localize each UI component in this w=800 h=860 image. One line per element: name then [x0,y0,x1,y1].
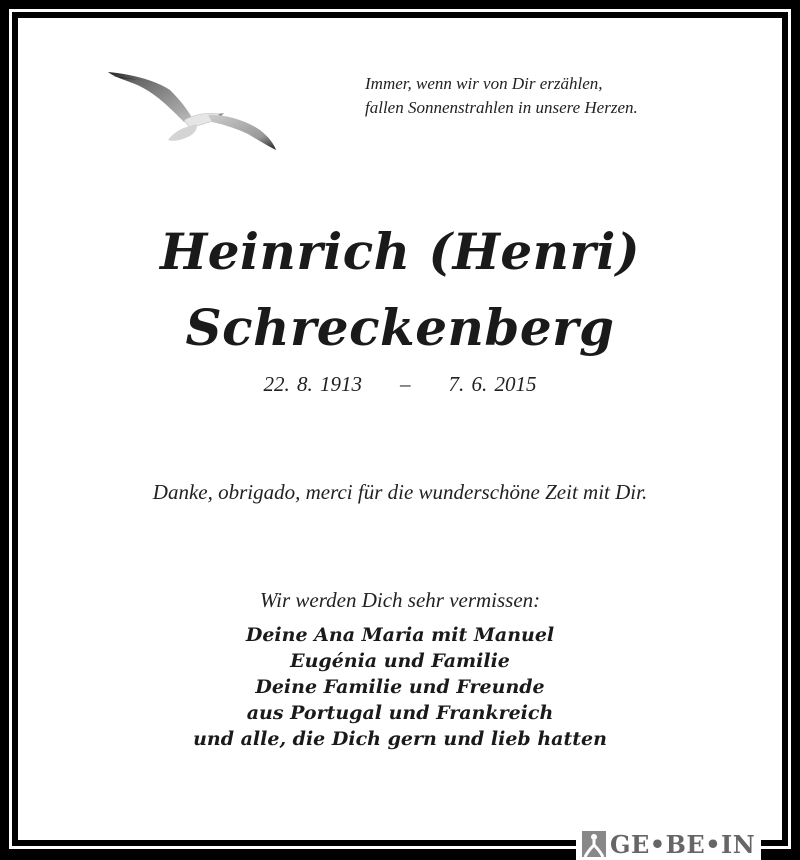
mourner-line: Eugénia und Familie [290,650,510,672]
birth-date: 22. 8. 1913 [263,372,362,396]
gebein-figure-icon [582,831,606,857]
quote [365,72,755,120]
date-separator: – [400,372,411,396]
thanks-message: Danke, obrigado, merci für die wunderschöne Zeit mit Dir. [152,480,648,504]
death-date: 7. 6. 2015 [448,372,537,396]
gebein-logo-text: GE•BE•IN [610,829,756,859]
seagull-icon [100,62,285,162]
quote-line-1: Immer, wenn wir von Dir erzählen, [365,74,603,93]
mourner-line: Deine Ana Maria mit Manuel [245,624,555,646]
life-dates [0,372,800,397]
mourners-list [0,622,800,752]
mourner-line: und alle, die Dich gern und lieb hatten [193,728,607,750]
mourner-line: Deine Familie und Freunde [255,676,545,698]
deceased-name-line-1: Heinrich (Henri) [160,222,640,281]
deceased-name-line-2: Schreckenberg [185,298,615,357]
mourners-intro: Wir werden Dich sehr vermissen: [259,588,541,612]
quote-line-2: fallen Sonnenstrahlen in unsere Herzen. [365,98,638,117]
gebein-logo [576,828,761,860]
mourner-line: aus Portugal und Frankreich [246,702,554,724]
